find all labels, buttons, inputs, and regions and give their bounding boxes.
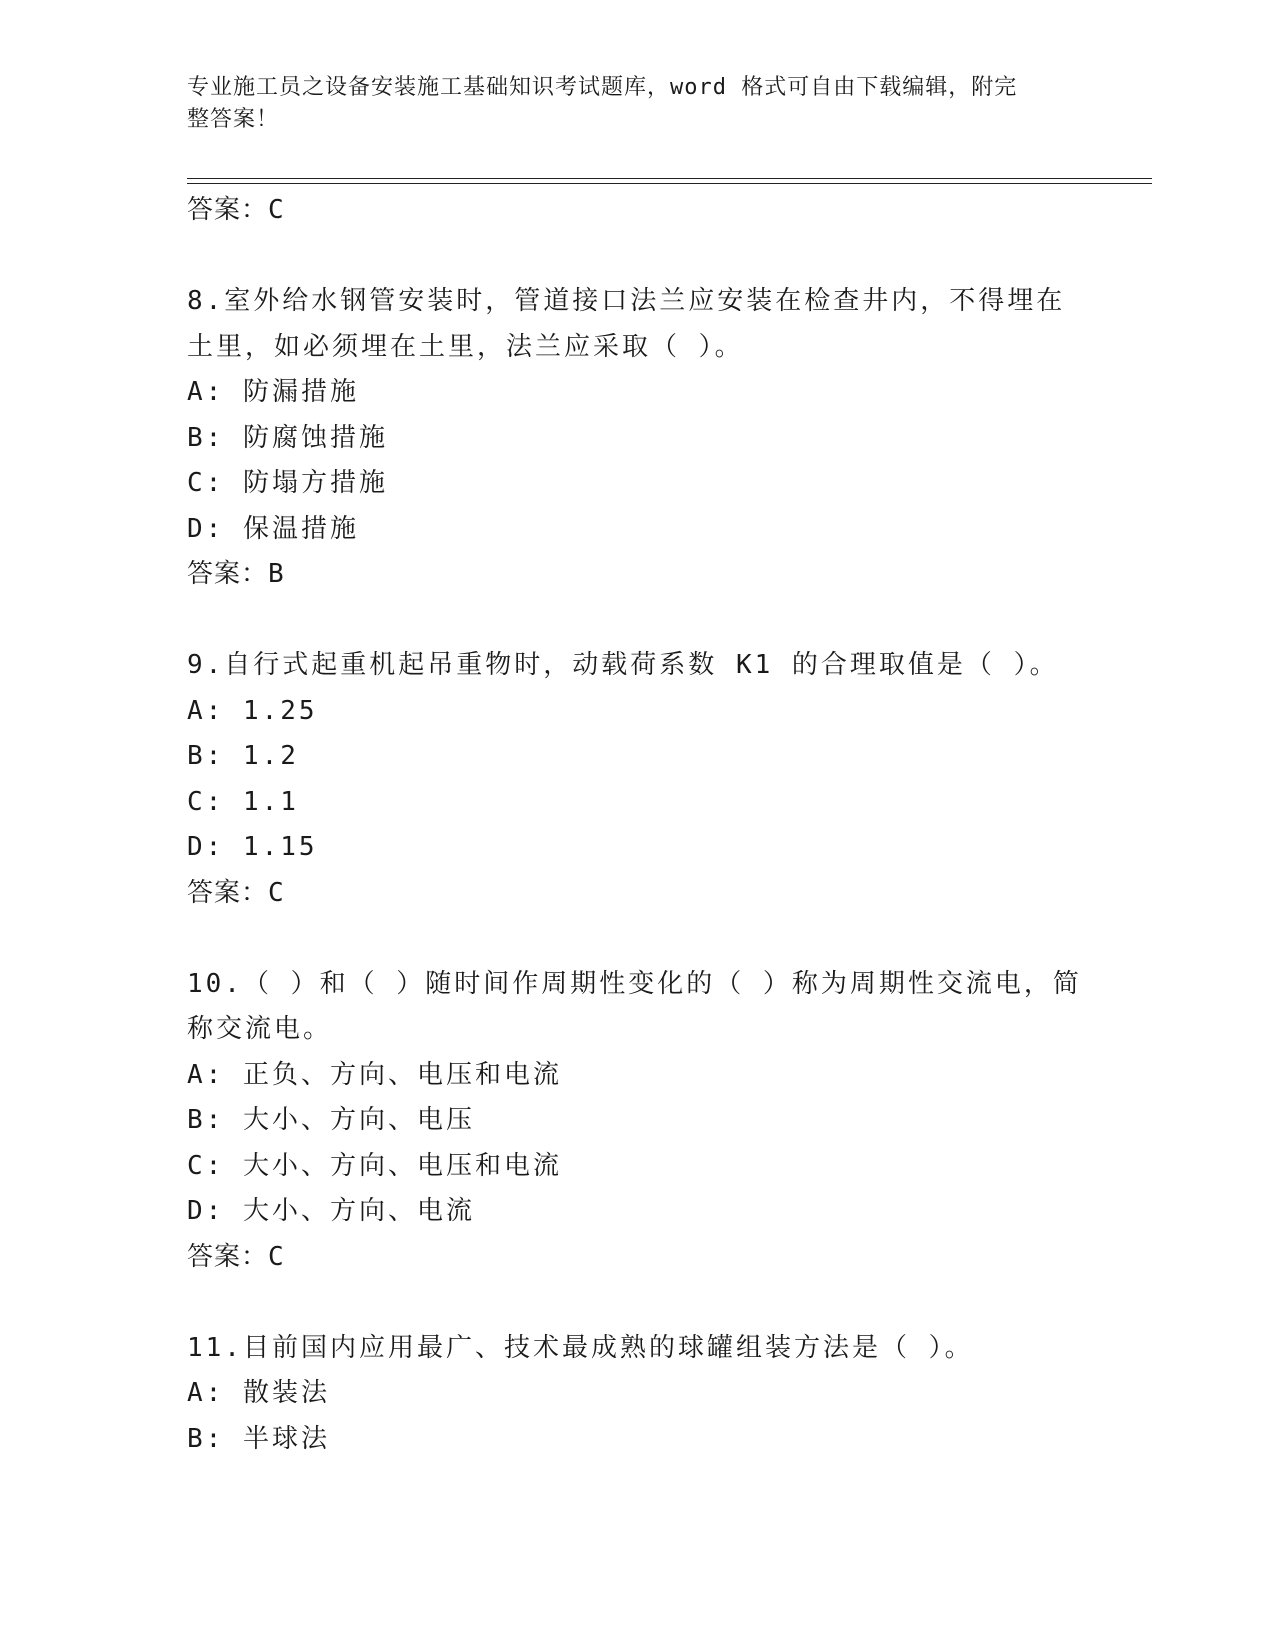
answer-label: 答案： — [187, 559, 269, 589]
option-a: A: 散装法 — [187, 1378, 330, 1408]
answer-value: C — [268, 195, 285, 225]
option-d: D: 大小、方向、电流 — [187, 1196, 475, 1226]
answer-line — [187, 871, 1087, 917]
option-c: C: 大小、方向、电压和电流 — [187, 1150, 562, 1181]
question-9 — [187, 643, 1087, 916]
option-b: B: 防腐蚀措施 — [187, 422, 388, 453]
question-10 — [187, 962, 1087, 1281]
answer-line — [187, 1235, 1087, 1281]
question-11 — [187, 1326, 1087, 1463]
option-d: D: 1.15 — [187, 832, 318, 862]
option-a: A: 正负、方向、电压和电流 — [187, 1059, 562, 1090]
header-line-1: 专业施工员之设备安装施工基础知识考试题库，word 格式可自由下载编辑，附完 — [187, 75, 1018, 100]
question-stem-line: 8.室外给水钢管安装时，管道接口法兰应安装在检查井内，不得埋在 — [187, 286, 1066, 316]
question-stem-line: 称交流电。 — [187, 1014, 333, 1044]
option-c: C: 防塌方措施 — [187, 468, 388, 498]
answer-value: C — [268, 1241, 285, 1272]
question-stem-line: 11.目前国内应用最广、技术最成熟的球罐组装方法是（ ）。 — [187, 1332, 974, 1363]
header-rule-bottom — [187, 183, 1152, 184]
header-rule-top — [187, 178, 1152, 179]
option-d: D: 保温措施 — [187, 513, 359, 544]
answer-value: C — [268, 877, 285, 908]
question-8 — [187, 279, 1087, 598]
option-b: B: 半球法 — [187, 1423, 330, 1454]
answer-label: 答案： — [187, 195, 269, 225]
answer-value: B — [268, 559, 285, 589]
option-a: A: 1.25 — [187, 695, 318, 726]
answer-label: 答案： — [187, 877, 269, 908]
question-stem-line: 10.（ ）和（ ）随时间作周期性变化的（ ）称为周期性交流电，简 — [187, 968, 1082, 999]
question-stem-line: 土里，如必须埋在土里，法兰应采取（ ）。 — [187, 331, 744, 362]
header-line-2: 整答案！ — [187, 107, 280, 132]
option-b: B: 1.2 — [187, 741, 299, 771]
document-body — [187, 188, 1087, 1462]
page-header — [187, 72, 1067, 136]
option-b: B: 大小、方向、电压 — [187, 1105, 475, 1135]
answer-line — [187, 552, 1087, 598]
question-stem-line: 9.自行式起重机起吊重物时，动载荷系数 K1 的合理取值是（ ）。 — [187, 650, 1059, 680]
answer-label: 答案： — [187, 1241, 269, 1272]
option-c: C: 1.1 — [187, 786, 299, 817]
option-a: A: 防漏措施 — [187, 377, 359, 407]
answer-line — [187, 188, 1087, 234]
